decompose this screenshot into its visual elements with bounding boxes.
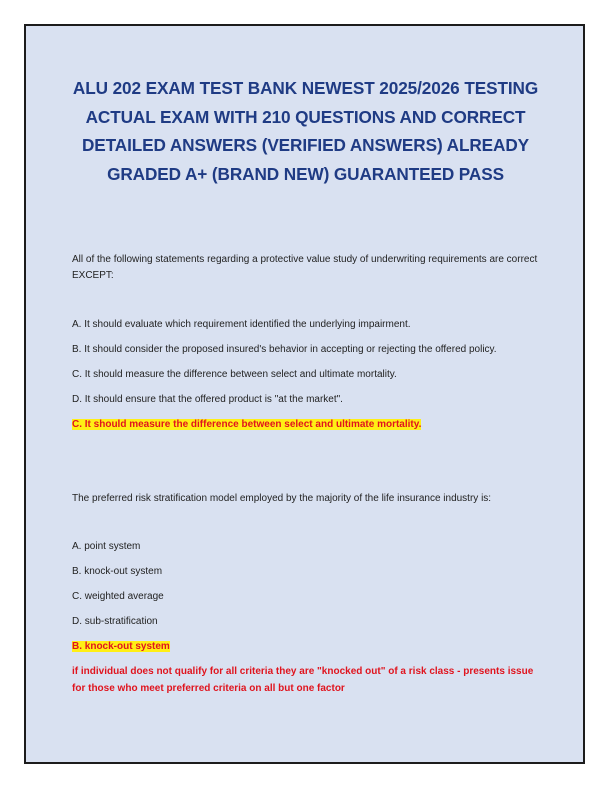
answer-option: D. It should ensure that the offered product is "at the market".	[72, 394, 343, 405]
answer-option: C. weighted average	[72, 591, 164, 602]
answer-option: B. knock-out system	[72, 566, 163, 577]
answer-option: B. It should consider the proposed insured's behavior in accepting or rejecting the offered policy.	[72, 344, 497, 355]
document-title: ALU 202 EXAM TEST BANK NEWEST 2025/2026 TESTING ACTUAL EXAM WITH 210 QUESTIONS AND CORRECT DETAILED ANSWERS (VERIFIED ANSWERS) ALREADY GRADED A+ (BRAND NEW) GUARANTEED PASS	[72, 78, 539, 184]
question-list	[72, 252, 547, 697]
document-page	[24, 24, 585, 764]
question-block	[72, 491, 547, 697]
answer-option: C. It should measure the difference between select and ultimate mortality.	[72, 369, 397, 380]
answer-explanation: if individual does not qualify for all criteria they are "knocked out" of a risk class - presents issue for those who meet preferred criteria on all but one factor	[72, 666, 534, 694]
answer-option: D. sub-stratification	[72, 616, 158, 627]
correct-answer	[72, 639, 547, 655]
question-block	[72, 252, 547, 433]
question-text: The preferred risk stratification model employed by the majority of the life insurance industry is:	[72, 493, 492, 504]
question-spacer	[72, 433, 547, 491]
correct-answer-highlight: B. knock-out system	[72, 641, 170, 652]
answer-option: A. It should evaluate which requirement identified the underlying impairment.	[72, 319, 411, 330]
answer-option: A. point system	[72, 541, 141, 552]
correct-answer-highlight: C. It should measure the difference between select and ultimate mortality.	[72, 419, 422, 430]
correct-answer	[72, 417, 547, 433]
question-text: All of the following statements regarding a protective value study of underwriting requirements are correct EXCEPT:	[72, 254, 538, 281]
